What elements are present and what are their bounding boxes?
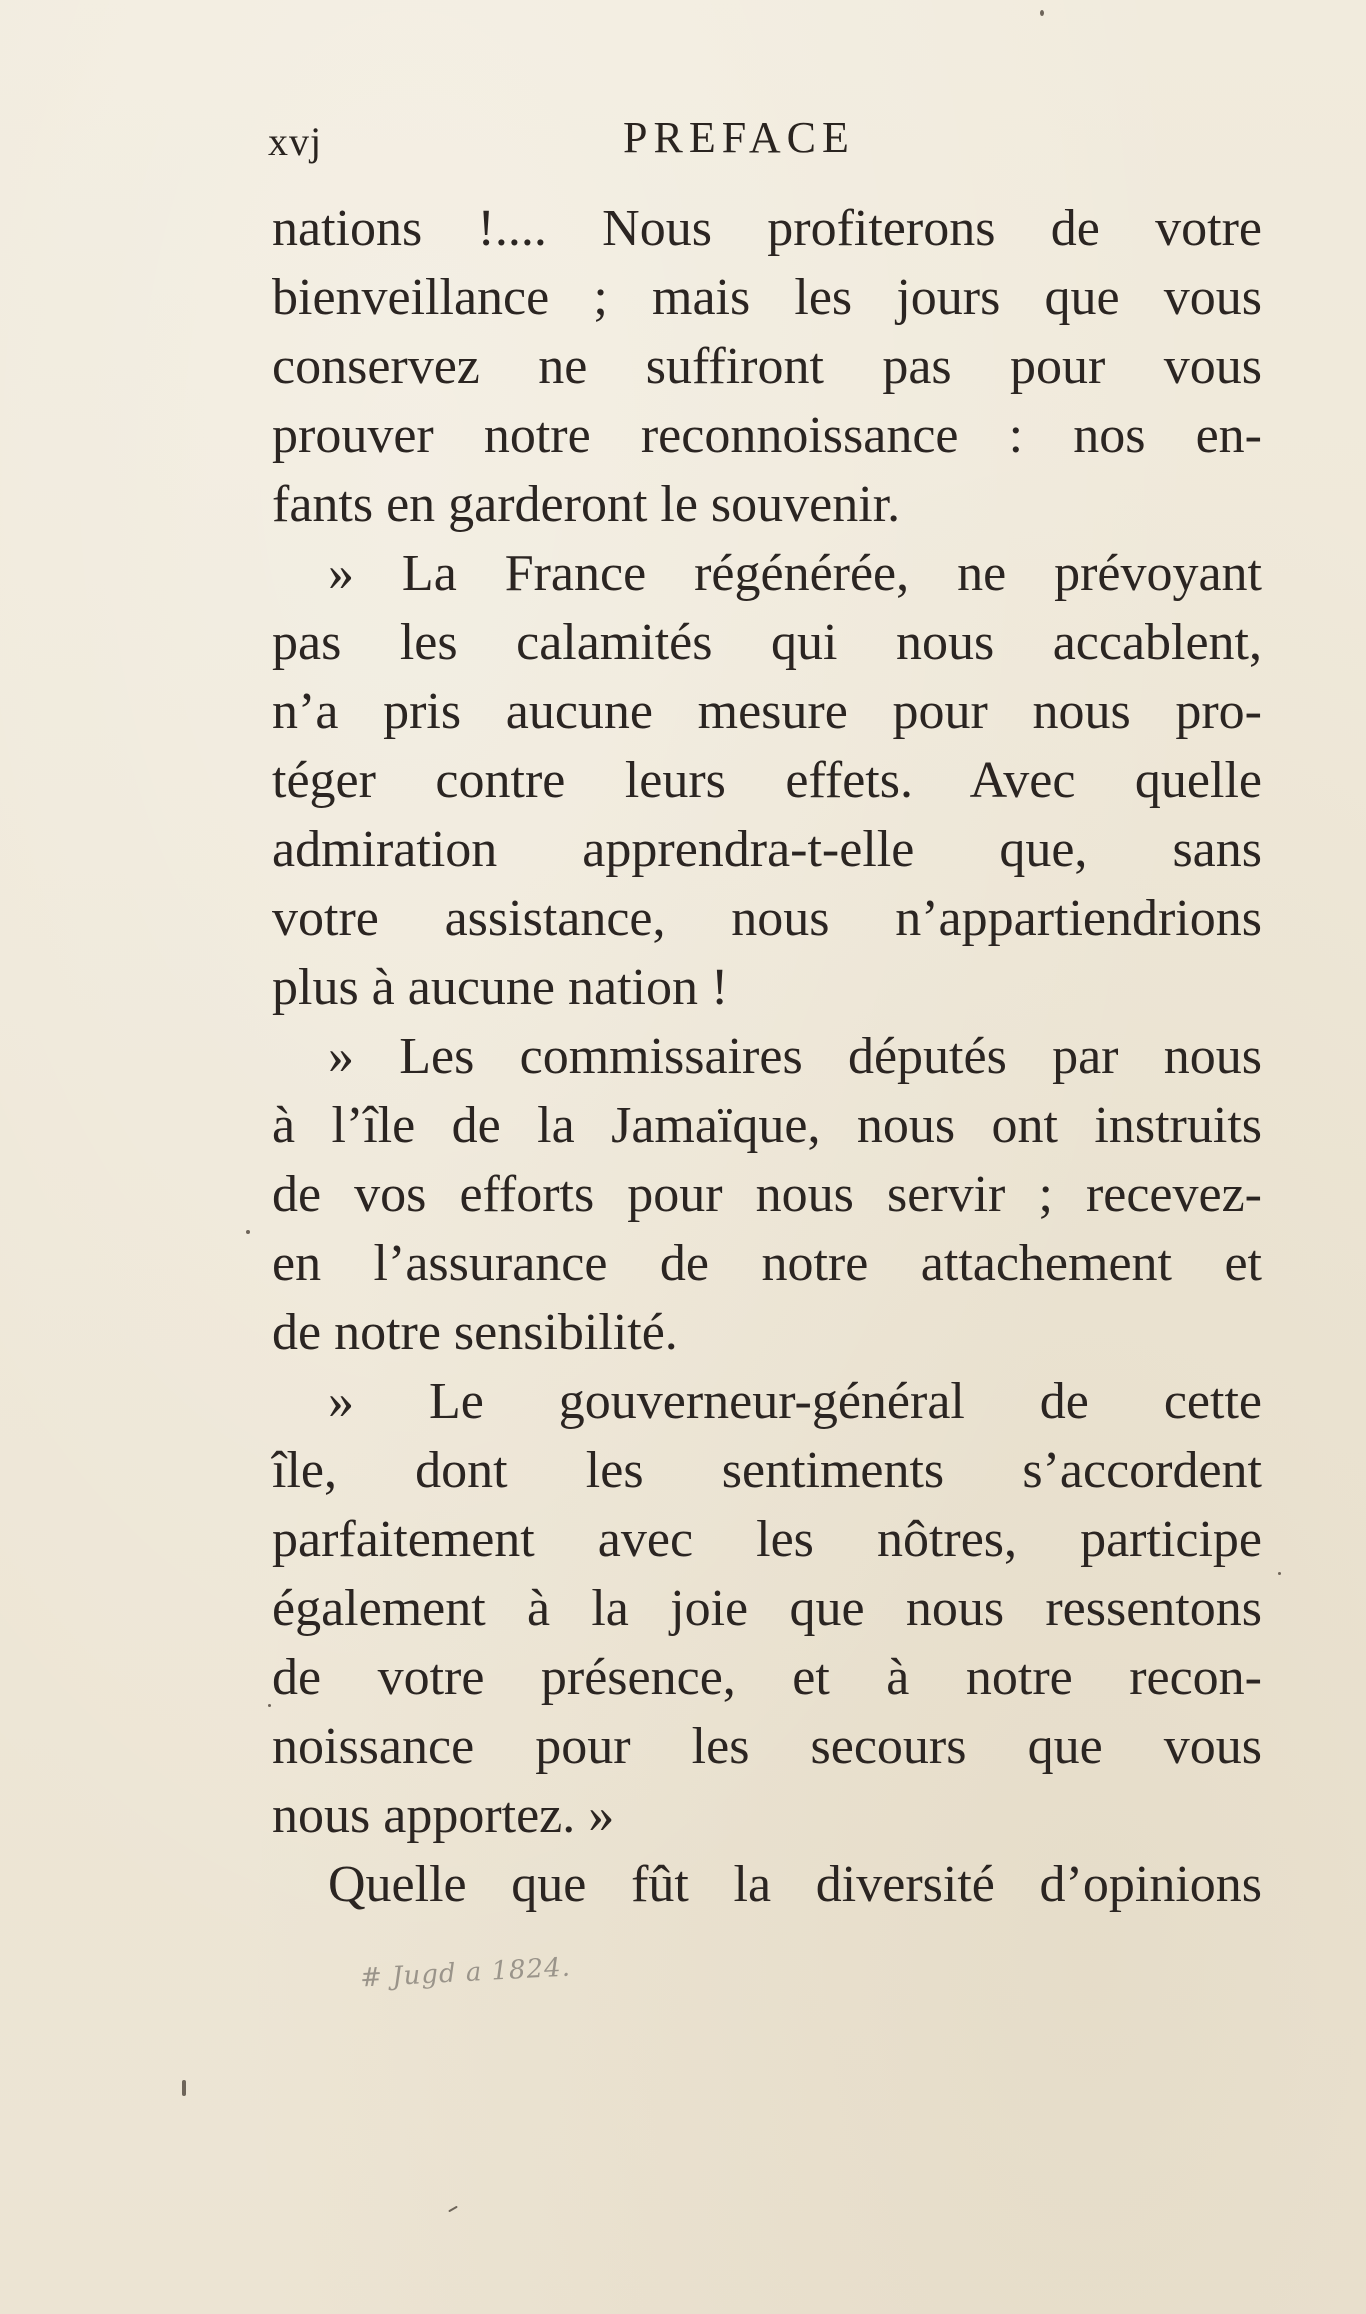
handwritten-annotation: # Jugd a 1824. xyxy=(359,1952,572,1994)
text-line: en l’assurance de notre attachement et xyxy=(272,1235,1262,1292)
text-line: parfaitement avec les nôtres, participe xyxy=(272,1511,1262,1568)
text-line: également à la joie que nous ressentons xyxy=(272,1580,1262,1637)
text-line: nous apportez. » xyxy=(272,1787,615,1844)
paper-speck xyxy=(1278,1572,1281,1575)
body-text xyxy=(272,194,1262,1919)
text-line: conservez ne suffiront pas pour vous xyxy=(272,338,1262,395)
text-line: nations !.... Nous profiterons de votre xyxy=(272,200,1262,257)
text-line: plus à aucune nation ! xyxy=(272,959,729,1016)
text-line: téger contre leurs effets. Avec quelle xyxy=(272,752,1262,809)
text-line: de vos efforts pour nous servir ; recevez- xyxy=(272,1166,1262,1223)
paper-speck xyxy=(1040,10,1044,16)
paper-speck xyxy=(182,2080,186,2096)
text-line: n’a pris aucune mesure pour nous pro- xyxy=(272,683,1262,740)
text-line: prouver notre reconnoissance : nos en- xyxy=(272,407,1262,464)
text-line: bienveillance ; mais les jours que vous xyxy=(272,269,1262,326)
paragraph-start-line: » La France régénérée, ne prévoyant xyxy=(328,545,1262,602)
paragraph-start-line: Quelle que fût la diversité d’opinions xyxy=(328,1856,1262,1913)
paper-speck xyxy=(448,2206,458,2213)
text-line: de votre présence, et à notre recon- xyxy=(272,1649,1262,1706)
text-line: noissance pour les secours que vous xyxy=(272,1718,1262,1775)
paragraph-start-line: » Les commissaires députés par nous xyxy=(328,1028,1262,1085)
text-line: île, dont les sentiments s’accordent xyxy=(272,1442,1262,1499)
text-line: votre assistance, nous n’appartiendrions xyxy=(272,890,1262,947)
text-line: fants en garderont le souvenir. xyxy=(272,476,901,533)
running-head: PREFACE xyxy=(623,113,855,162)
paragraph-start-line: » Le gouverneur-général de cette xyxy=(328,1373,1262,1430)
paper-speck xyxy=(246,1230,250,1234)
text-line: pas les calamités qui nous accablent, xyxy=(272,614,1262,671)
text-line: à l’île de la Jamaïque, nous ont instruits xyxy=(272,1097,1262,1154)
paper-speck xyxy=(268,1704,271,1707)
page-number: xvj xyxy=(268,119,323,164)
page-header xyxy=(268,112,1258,172)
text-line: de notre sensibilité. xyxy=(272,1304,678,1361)
text-line: admiration apprendra-t-elle que, sans xyxy=(272,821,1262,878)
